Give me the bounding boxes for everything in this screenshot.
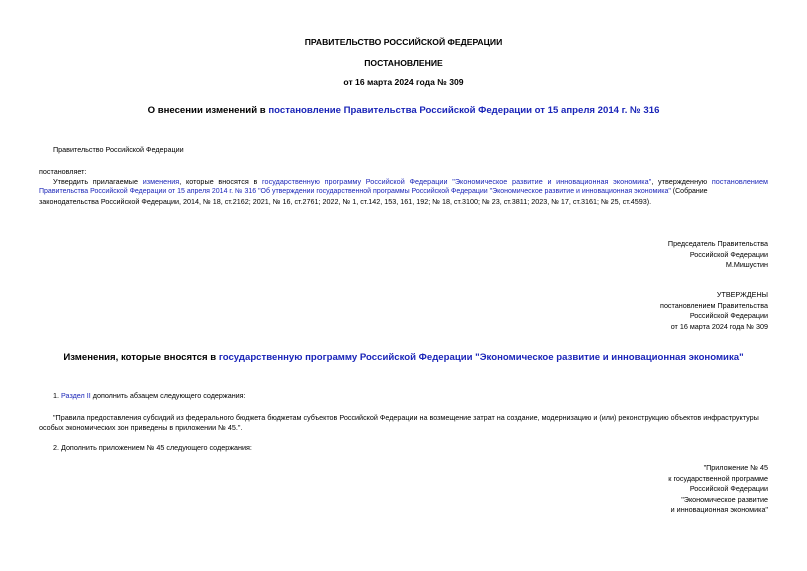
appendix-line5: и инновационная экономика": [670, 505, 768, 515]
p1-text-b: , которые вносятся в: [179, 177, 263, 186]
signature-block: [668, 239, 768, 271]
approval-line3: Российской Федерации: [689, 311, 768, 321]
changes-title-link[interactable]: государственную программу Российской Федерации "Экономическое развитие и инновационная экономика": [218, 352, 744, 363]
approval-line1: УТВЕРЖДЕНЫ: [716, 290, 768, 299]
appendix-block: [668, 463, 768, 516]
issuer: Правительство Российской Федерации: [53, 145, 184, 154]
link-decree-316[interactable]: Правительства Российской Федерации от 15 апреля 2014 г. № 316 "Об утверждении государственной программы Российской Федерации "Экономическое развитие и инновационная экономика": [39, 188, 671, 195]
signature-line3: М.Мишустин: [725, 260, 768, 270]
main-paragraph: [39, 177, 768, 207]
signature-line2: Российской Федерации: [689, 249, 768, 259]
quote-line1: "Правила предоставления субсидий из федерального бюджета бюджетам субъектов Российской Федерации на возмещение затрат на создание, модернизацию и (или) реконструкцию объектов инфраструктуры: [53, 413, 759, 422]
approval-line2: постановлением Правительства: [660, 300, 768, 310]
link-state-program[interactable]: государственную программу Российской Федерации "Экономическое развитие и инновационная экономика": [262, 177, 652, 186]
link-section-ii[interactable]: Раздел II: [61, 391, 91, 400]
government-heading: ПРАВИТЕЛЬСТВО РОССИЙСКОЙ ФЕДЕРАЦИИ: [304, 37, 503, 47]
document-title: [0, 105, 807, 116]
approval-block: [660, 290, 768, 332]
signature-line1: Председатель Правительства: [667, 239, 768, 248]
p1-text-d: (Собрание: [670, 188, 708, 195]
main-paragraph-line2: [39, 187, 768, 197]
title-prefix: О внесении изменений в: [147, 105, 269, 116]
document-date-number: от 16 марта 2024 года № 309: [343, 77, 464, 87]
appendix-line2: к государственной программе: [668, 473, 768, 483]
item-1-quote: [39, 413, 768, 433]
appendix-line3: Российской Федерации: [689, 484, 768, 494]
main-paragraph-line1: [39, 177, 768, 187]
quote-line2: особых экономических зон приведены в приложении № 45.".: [39, 423, 243, 432]
item-2: 2. Дополнить приложением № 45 следующего содержания:: [53, 443, 252, 452]
appendix-line1: "Приложение № 45: [703, 463, 768, 472]
title-link-decree-316[interactable]: постановление Правительства Российской Федерации от 15 апреля 2014 г. № 316: [268, 105, 660, 116]
link-changes[interactable]: изменения: [142, 177, 180, 186]
approval-line4: от 16 марта 2024 года № 309: [670, 321, 768, 331]
main-paragraph-line3: законодательства Российской Федерации, 2014, № 18, ст.2162; 2021, № 16, ст.2761; 2022, № 1, ст.142, 153, 161, 192; № 18, ст.3100; № 23, ст.3811; 2023, № 17, ст.3161; № 25, ст.4593).: [39, 197, 652, 206]
item-1: [53, 391, 246, 401]
item-1-text: дополнить абзацем следующего содержания:: [90, 391, 246, 400]
item-1-number: 1.: [53, 391, 61, 400]
p1-text-c: , утвержденную: [651, 177, 712, 186]
p1-text-a: Утвердить прилагаемые: [53, 177, 143, 186]
link-decree-word[interactable]: постановлением: [711, 177, 768, 186]
document-type: ПОСТАНОВЛЕНИЕ: [364, 58, 443, 68]
changes-title-prefix: Изменения, которые вносятся в: [63, 352, 219, 363]
decrees-word: постановляет:: [39, 167, 87, 176]
changes-title: [0, 352, 807, 363]
appendix-line4: "Экономическое развитие: [681, 494, 768, 504]
